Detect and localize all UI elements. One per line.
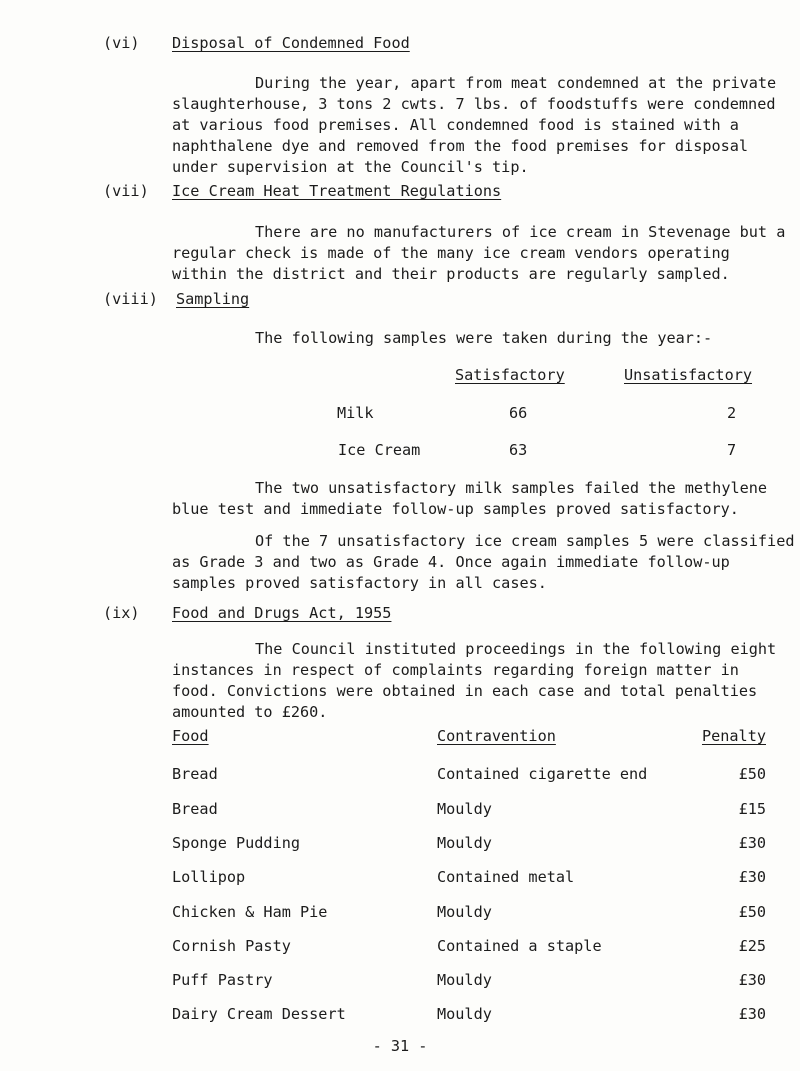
table-cell-penalty: £30 [738, 834, 766, 852]
section-heading: Food and Drugs Act, 1955 [172, 604, 392, 622]
section-number: (vii) [103, 182, 149, 200]
table-cell-food: Cornish Pasty [172, 937, 291, 955]
table-cell-penalty: £30 [738, 971, 766, 989]
table-cell-penalty: £30 [738, 868, 766, 886]
section-number: (vi) [103, 34, 140, 52]
table-cell-contravention: Mouldy [437, 834, 492, 852]
column-header-penalty: Penalty [701, 727, 766, 745]
table-cell-contravention: Contained a staple [437, 937, 602, 955]
paragraph-line: There are no manufacturers of ice cream in Stevenage but a [255, 223, 786, 241]
paragraph-line: blue test and immediate follow-up samples proved satisfactory. [172, 500, 739, 518]
section-number: (ix) [103, 604, 140, 622]
table-cell-food: Puff Pastry [172, 971, 273, 989]
paragraph-line: regular check is made of the many ice cream vendors operating [172, 244, 730, 262]
paragraph-line: Of the 7 unsatisfactory ice cream samples 5 were classified [255, 532, 795, 550]
sample-unsatisfactory: 7 [727, 441, 737, 459]
paragraph-line: slaughterhouse, 3 tons 2 cwts. 7 lbs. of foodstuffs were condemned [172, 95, 776, 113]
paragraph-line: naphthalene dye and removed from the food premises for disposal [172, 137, 749, 155]
intro-line: The following samples were taken during the year:- [255, 329, 713, 347]
table-cell-contravention: Mouldy [437, 1005, 492, 1023]
sample-label: Milk [337, 404, 374, 422]
column-header-contravention: Contravention [437, 727, 556, 745]
sample-satisfactory: 66 [509, 404, 528, 422]
paragraph-line: amounted to £260. [172, 703, 328, 721]
table-cell-penalty: £30 [738, 1005, 766, 1023]
table-cell-food: Lollipop [172, 868, 246, 886]
section-heading: Sampling [176, 290, 250, 308]
paragraph-line: food. Convictions were obtained in each case and total penalties [172, 682, 758, 700]
column-header-satisfactory: Satisfactory [455, 366, 565, 384]
paragraph-line: within the district and their products are regularly sampled. [172, 265, 730, 283]
column-header-unsatisfactory: Unsatisfactory [624, 366, 753, 384]
paragraph-line: samples proved satisfactory in all cases. [172, 574, 547, 592]
paragraph-line: as Grade 3 and two as Grade 4. Once again immediate follow-up [172, 553, 730, 571]
table-cell-penalty: £50 [738, 903, 766, 921]
paragraph-line: During the year, apart from meat condemned at the private [255, 74, 777, 92]
table-cell-contravention: Mouldy [437, 971, 492, 989]
paragraph-line: instances in respect of complaints regarding foreign matter in [172, 661, 739, 679]
paragraph [172, 478, 792, 520]
sample-satisfactory: 63 [509, 441, 528, 459]
paragraph-line: at various food premises. All condemned food is stained with a [172, 116, 739, 134]
table-cell-contravention: Contained cigarette end [437, 765, 648, 783]
table-cell-contravention: Mouldy [437, 800, 492, 818]
table-cell-contravention: Mouldy [437, 903, 492, 921]
section-heading: Ice Cream Heat Treatment Regulations [172, 182, 502, 200]
table-cell-penalty: £25 [738, 937, 766, 955]
paragraph [172, 639, 792, 723]
table-cell-food: Sponge Pudding [172, 834, 301, 852]
section-number: (viii) [103, 290, 158, 308]
paragraph [172, 531, 795, 594]
paragraph [172, 222, 792, 285]
table-cell-food: Bread [172, 765, 218, 783]
page-number: - 31 - [372, 1037, 428, 1055]
sample-unsatisfactory: 2 [727, 404, 737, 422]
paragraph-line: under supervision at the Council's tip. [172, 158, 529, 176]
section-heading: Disposal of Condemned Food [172, 34, 410, 52]
paragraph-line: The two unsatisfactory milk samples failed the methylene [255, 479, 768, 497]
table-cell-contravention: Contained metal [437, 868, 575, 886]
table-cell-food: Dairy Cream Dessert [172, 1005, 346, 1023]
sample-label: Ice Cream [338, 441, 421, 459]
column-header-food: Food [172, 727, 209, 745]
paragraph-line: The Council instituted proceedings in the following eight [255, 640, 777, 658]
table-cell-penalty: £50 [738, 765, 766, 783]
paragraph [172, 73, 792, 178]
table-cell-food: Bread [172, 800, 218, 818]
table-cell-penalty: £15 [738, 800, 766, 818]
table-cell-food: Chicken & Ham Pie [172, 903, 328, 921]
